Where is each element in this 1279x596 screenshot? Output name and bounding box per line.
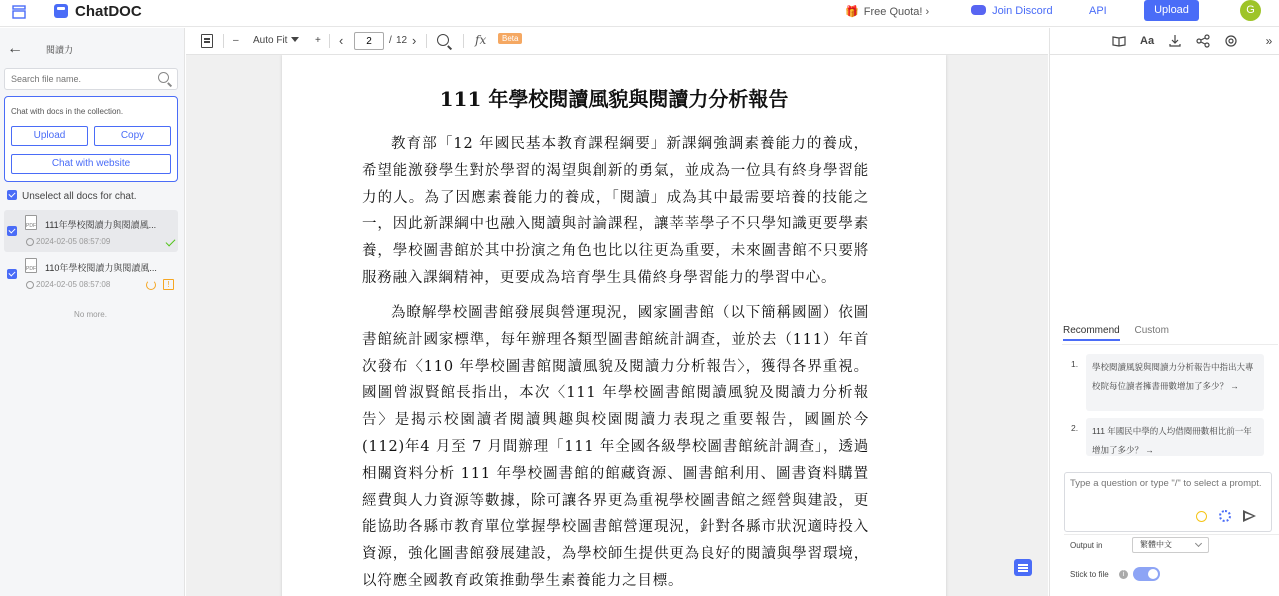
sidebar [0, 28, 185, 596]
sidebar-upload-button[interactable]: Upload [11, 126, 88, 146]
search-icon[interactable] [437, 34, 449, 46]
search-input[interactable] [5, 69, 145, 89]
divider [426, 34, 427, 48]
check-icon [166, 237, 176, 247]
top-bar [0, 0, 1279, 27]
zoom-select[interactable] [253, 35, 299, 46]
font-size-icon[interactable]: Aa [1140, 35, 1155, 47]
clock-icon [26, 238, 34, 246]
output-language-row [1070, 540, 1172, 550]
pdf-toolbar [186, 28, 1048, 55]
no-more-label: No more. [74, 310, 107, 319]
suggestion-number: 1. [1071, 359, 1079, 369]
copy-button[interactable]: Copy [94, 126, 171, 146]
openai-icon[interactable] [1224, 34, 1238, 48]
page-total: 12 [396, 35, 408, 46]
lightbulb-icon[interactable] [1196, 511, 1207, 522]
api-link[interactable]: API [1089, 5, 1107, 17]
layers-icon[interactable] [11, 4, 27, 20]
suggestion-number: 2. [1071, 423, 1079, 433]
gift-icon: 🎁 [845, 6, 859, 18]
page-separator: / [389, 35, 392, 46]
discord-icon [971, 5, 986, 15]
caret-down-icon [291, 37, 299, 42]
zoom-out-button[interactable]: – [233, 35, 239, 46]
gear-icon[interactable] [1219, 510, 1231, 522]
pdf-file-icon: PDF [25, 258, 37, 273]
unselect-all-label: Unselect all docs for chat. [22, 191, 137, 202]
download-icon[interactable] [1168, 34, 1182, 48]
divider [463, 34, 464, 48]
chat-bubble-icon[interactable] [1014, 559, 1032, 576]
tab-recommend[interactable]: Recommend [1063, 325, 1120, 341]
book-icon[interactable] [1112, 34, 1126, 48]
divider [1062, 344, 1278, 345]
pdf-page [282, 55, 946, 596]
pdf-file-icon: PDF [25, 215, 37, 230]
pdf-viewport[interactable] [186, 55, 1048, 596]
document-paragraph: 為瞭解學校圖書館發展與營運現況，國家圖書館（以下簡稱國圖）依圖書館統計國家標準，每年辦理各類型圖書館統計調查，並於去（111）年首次發布〈110 年學校圖書館閱讀風貌及閱讀力分析報告〉，獲得各界重視。國圖曾淑賢館長指出，本次〈111 年學校圖書館閱讀風貌及閱讀力分析報告〉是揭示校園讀者閱讀興趣與校園閱讀力表現之重要報告，國圖於今(112)年4 月至 7 月間辦理「111 年全國各級學校圖書館統計調查」，透過相關資料分析 111 年學校圖書館的館藏資源、圖書館利用、圖書資料購置經費與人力資源等數據，除可讓各界更為重視學校圖書館之經營與建設，更能協助各縣市教育單位掌握學校圖書館營運現況，針對各縣市狀況適時投入資源，強化圖書館發展建設，為學校師生提供更為良好的閱讀與學習環境，以符應全國教育政策推動學生素養能力之目標。 [362, 305, 869, 589]
stick-to-file-row [1070, 570, 1125, 579]
chat-toolbar [1050, 28, 1279, 55]
send-icon[interactable] [1243, 510, 1256, 522]
chatdoc-logo-icon [54, 4, 68, 18]
join-discord-label: Join Discord [992, 5, 1053, 17]
avatar[interactable]: G [1240, 0, 1261, 21]
doc-time: 2024-02-05 08:57:09 [36, 237, 111, 246]
chat-with-website-button[interactable]: Chat with website [11, 154, 171, 174]
stick-to-file-label: Stick to file [1070, 570, 1109, 579]
chat-hint: Chat with docs in the collection. [11, 107, 124, 116]
info-icon[interactable]: i [1119, 570, 1128, 579]
search-box [4, 68, 178, 90]
zoom-label: Auto Fit [253, 35, 288, 46]
document-paragraph: 教育部「12 年國民基本教育課程綱要」新課綱強調素養能力的養成，希望能激發學生對於學習的渴望與創新的勇氣，並成為一位具有終身學習能力的人。為了因應素養能力的養成，「閱讀」成為其中最需要培養的技能之一，因此新課綱中也融入閱讀與討論課程，讓莘莘學子不只學知識更要學素養，學校圖書館於其中扮演之角色也比以往更為重要，未來圖書館不只要將服務融入課綱精神，更要成為培育學生具備終身學習能力的學習中心。 [362, 136, 869, 286]
join-discord-link[interactable] [971, 5, 1053, 17]
output-language-select[interactable]: 繁體中文 [1132, 537, 1209, 553]
doc-checkbox[interactable] [7, 226, 17, 236]
divider [329, 34, 330, 48]
clock-icon [26, 281, 34, 289]
unselect-all-row[interactable] [7, 190, 137, 202]
chat-panel [1049, 28, 1279, 596]
question-input-area [1064, 472, 1272, 532]
share-icon[interactable] [1196, 34, 1210, 48]
formula-icon[interactable]: fx [475, 33, 487, 47]
divider [1064, 534, 1279, 535]
doc-time: 2024-02-05 08:57:08 [36, 280, 111, 289]
beta-badge: Beta [498, 33, 522, 44]
suggestion-text[interactable]: 111 年國民中學的人均借閱冊數相比前一年增加了多少？ → [1086, 418, 1264, 456]
app-title: ChatDOC [75, 3, 142, 20]
divider [223, 34, 224, 48]
search-icon[interactable] [158, 72, 169, 83]
doc-name: 110年學校閱讀力與閱讀風... [45, 263, 157, 273]
chevron-right-icon: › [925, 6, 930, 18]
arrow-left-icon[interactable]: ← [7, 40, 23, 57]
checkbox[interactable] [7, 190, 17, 200]
refresh-icon[interactable] [146, 280, 156, 290]
page-number-input[interactable] [354, 32, 384, 50]
chat-collection-card [4, 96, 178, 182]
doc-name: 111年學校閱讀力與閱讀風... [45, 220, 157, 230]
stick-to-file-toggle[interactable] [1133, 567, 1160, 581]
doc-list-item[interactable] [4, 210, 178, 252]
collection-name: 閱讀力 [46, 45, 74, 55]
collapse-panel-icon[interactable]: » [1265, 34, 1273, 48]
question-input[interactable] [1070, 478, 1266, 508]
free-quota-label: Free Quota! [863, 6, 923, 18]
zoom-in-button[interactable]: + [315, 35, 321, 46]
doc-checkbox[interactable] [7, 269, 17, 279]
warning-icon[interactable]: ! [163, 279, 174, 290]
next-page-button[interactable]: › [412, 33, 417, 48]
output-label: Output in [1070, 541, 1103, 550]
upload-button[interactable]: Upload [1144, 0, 1199, 21]
suggestion-tabs [1063, 325, 1181, 341]
document-title: 111 年學校閱讀風貌與閱讀力分析報告 [439, 87, 789, 111]
thumbnail-icon[interactable] [201, 34, 213, 48]
doc-list-item[interactable] [4, 253, 178, 295]
suggestion-text[interactable]: 學校閱讀風貌與閱讀力分析報告中指出大專校院每位讀者擁書冊數增加了多少？ → [1086, 354, 1264, 411]
free-quota-link[interactable] [845, 5, 929, 18]
prev-page-button[interactable]: ‹ [339, 33, 344, 48]
tab-custom[interactable]: Custom [1134, 325, 1169, 336]
